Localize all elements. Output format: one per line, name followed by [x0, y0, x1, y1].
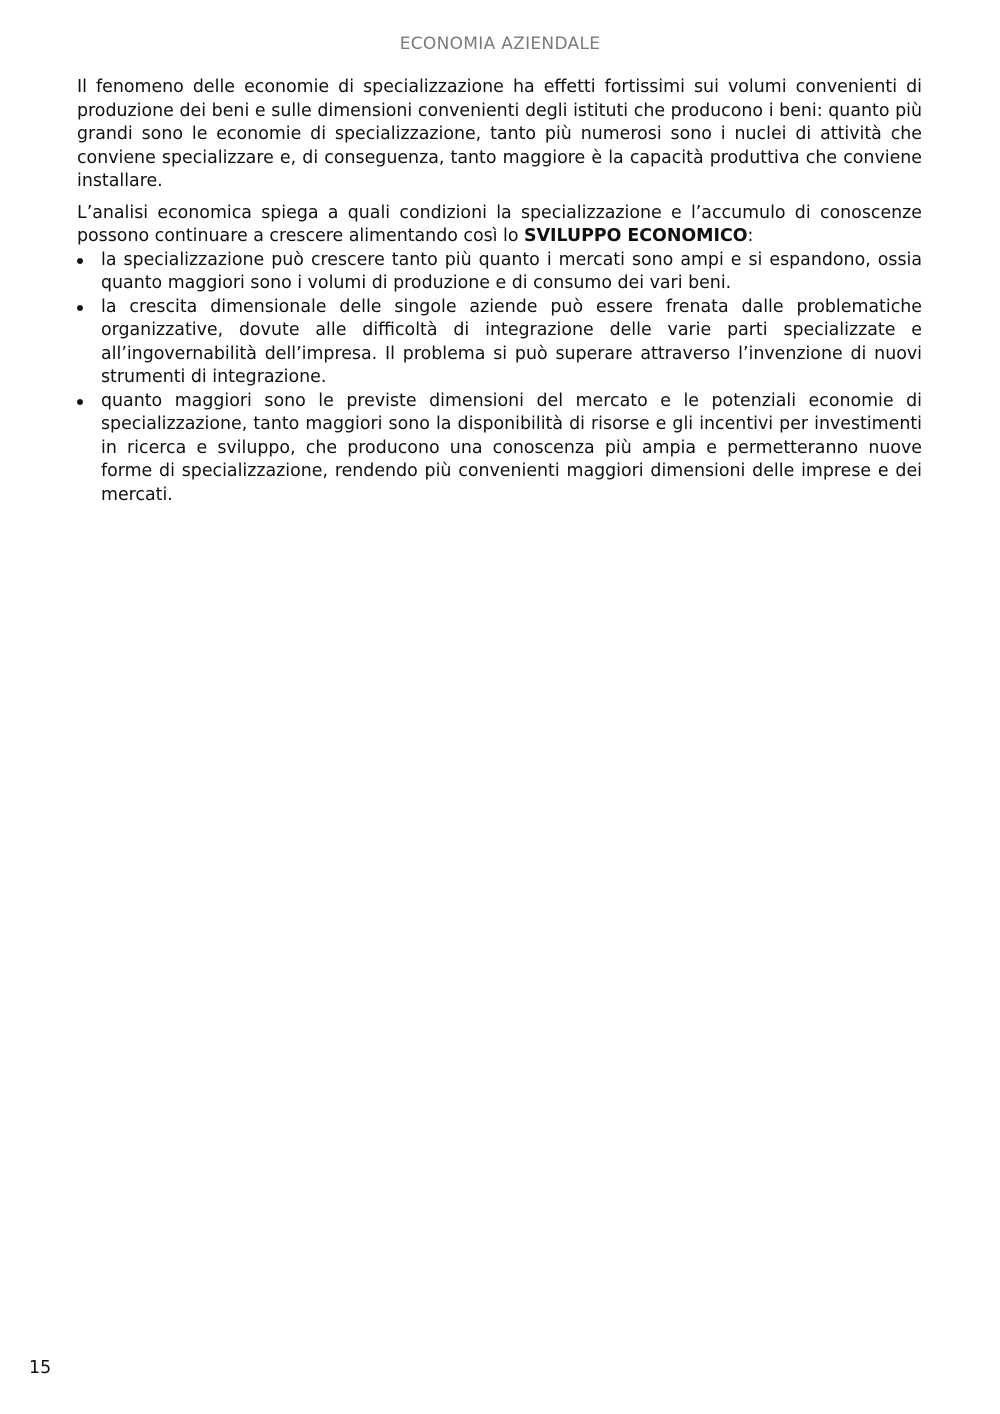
list-item-text: la crescita dimensionale delle singole aziende può essere frenata dalle problematiche organizzative, dovute alle difficoltà di integrazione delle varie parti specializzate e all’ingovernabilità dell’impresa. Il problema si può superare attraverso l’invenzione di nuovi strumenti di integrazione. — [101, 296, 922, 387]
development-conditions-list — [77, 249, 922, 508]
list-item-text: la specializzazione può crescere tanto più quanto i mercati sono ampi e si espandono, ossia quanto maggiori sono i volumi di produzione e di consumo dei vari beni. — [101, 249, 922, 293]
page-body — [77, 76, 922, 507]
bullet-dot-icon — [77, 258, 83, 264]
paragraph-economic-analysis — [77, 202, 922, 249]
bullet-dot-icon — [77, 399, 83, 405]
list-item — [77, 390, 922, 508]
analysis-suffix: : — [747, 226, 754, 246]
bullet-dot-icon — [77, 305, 83, 311]
list-item — [77, 249, 922, 296]
analysis-intro-text: L’analisi economica spiega a quali condizioni la specializzazione e l’accumulo di conoscenze possono continuare a crescere alimentando così lo — [77, 202, 922, 246]
list-item — [77, 296, 922, 390]
list-item-text: quanto maggiori sono le previste dimensioni del mercato e le potenziali economie di specializzazione, tanto maggiori sono la disponibilità di risorse e gli incentivi per investimenti in ricerca e sviluppo, che producono una conoscenza più ampia e permetteranno nuove forme di specializzazione, rendendo più convenienti maggiori dimensioni delle imprese e dei mercati. — [101, 390, 922, 505]
paragraph-specialization-effects: Il fenomeno delle economie di specializzazione ha effetti fortissimi sui volumi convenienti di produzione dei beni e sulle dimensioni convenienti degli istituti che producono i beni: quanto più grandi sono le economie di specializzazione, tanto più numerosi sono i nuclei di attività che conviene specializzare e, di conseguenza, tanto maggiore è la capacità produttiva che conviene installare. — [77, 77, 922, 191]
running-header: ECONOMIA AZIENDALE — [399, 34, 601, 54]
economic-development-term: SVILUPPO ECONOMICO — [524, 226, 748, 246]
page-number: 15 — [29, 1358, 52, 1378]
